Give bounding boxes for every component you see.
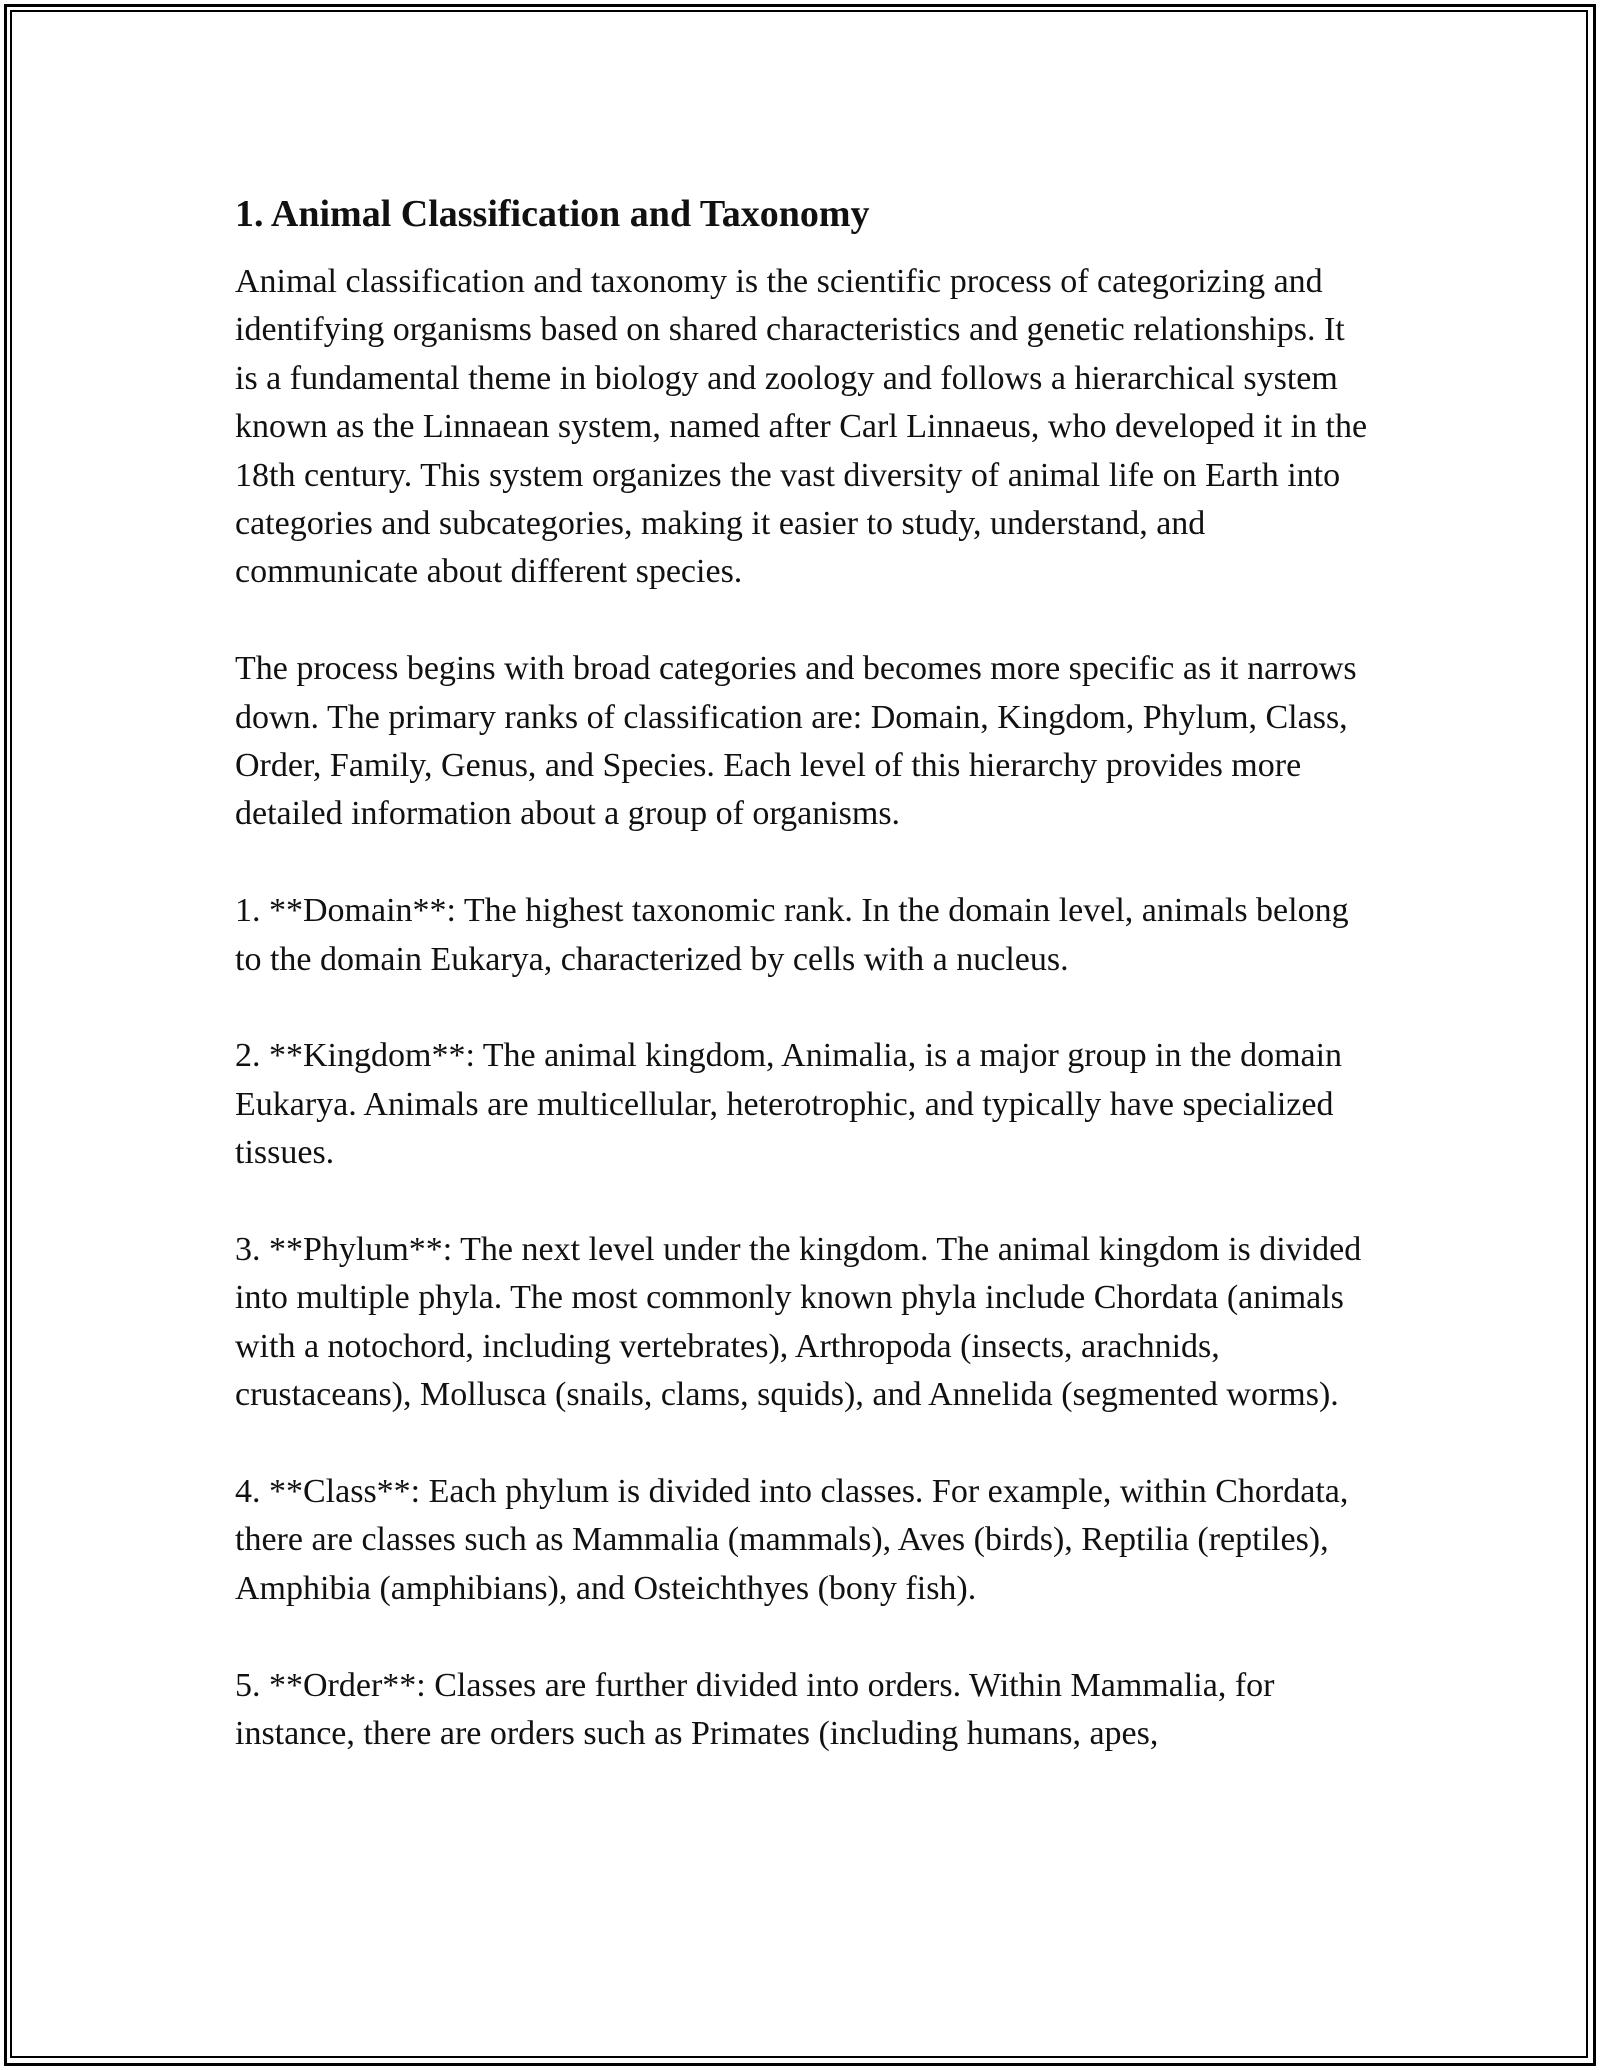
section-heading: 1. Animal Classification and Taxonomy [235,193,870,235]
domain-paragraph: 1. **Domain**: The highest taxonomic rank. In the domain level, animals belong to the domain Eukarya, characterized by cells with a nucleus. [235,892,1349,978]
class-paragraph: 4. **Class**: Each phylum is divided into classes. For example, within Chordata, there are classes such as Mammalia (mammals), Aves (birds), Reptilia (reptiles), Amphibia (amphibians), and Osteichthyes (bony fish). [235,1473,1349,1607]
document-body [235,188,1375,1759]
phylum-paragraph: 3. **Phylum**: The next level under the kingdom. The animal kingdom is divided into multiple phyla. The most commonly known phyla include Chordata (animals with a notochord, including vertebrates), Arthropoda (insects, arachnids, crustaceans), Mollusca (snails, clams, squids), and Annelida (segmented worms). [235,1231,1362,1414]
order-paragraph: 5. **Order**: Classes are further divided into orders. Within Mammalia, for instance, there are orders such as Primates (including humans, apes, [235,1666,1275,1753]
kingdom-paragraph: 2. **Kingdom**: The animal kingdom, Animalia, is a major group in the domain Eukarya. Animals are multicellular, heterotrophic, and typically have specialized tissues. [235,1037,1343,1172]
ranks-overview-paragraph: The process begins with broad categories and becomes more specific as it narrows down. The primary ranks of classification are: Domain, Kingdom, Phylum, Class, Order, Family, Genus, and Species. Each level of this hierarchy provides more detailed information about a group of organisms. [235,650,1357,833]
intro-paragraph: Animal classification and taxonomy is the scientific process of categorizing and identifying organisms based on shared characteristics and genetic relationships. It is a fundamental theme in biology and zoology and follows a hierarchical system known as the Linnaean system, named after Carl Linnaeus, who developed it in the 18th century. This system organizes the vast diversity of animal life on Earth into categories and subcategories, making it easier to study, understand, and communicate about different species. [235,263,1368,591]
